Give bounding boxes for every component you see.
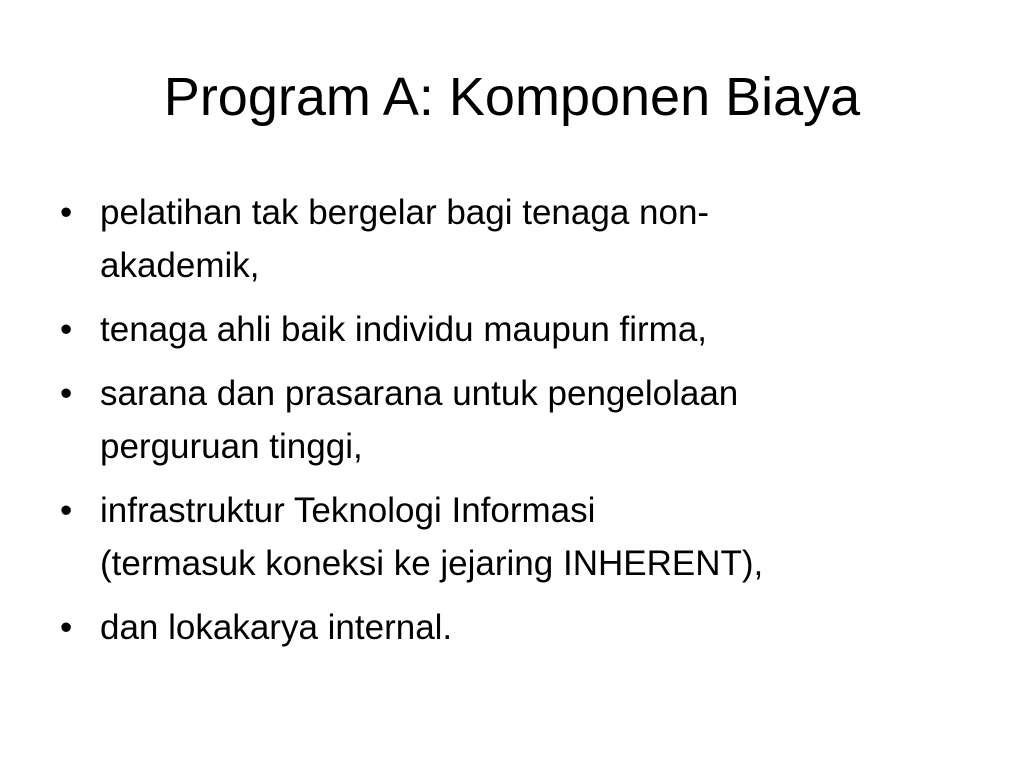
bullet-text: sarana dan prasarana untuk pengelolaan perguruan tinggi, xyxy=(100,374,739,466)
bullet-text: infrastruktur Teknologi Informasi (termasuk koneksi ke jejaring INHERENT), xyxy=(100,491,764,583)
bullet-text: pelatihan tak bergelar bagi tenaga non- akademik, xyxy=(100,193,710,285)
bullet-icon: • xyxy=(60,374,73,413)
slide-title: Program A: Komponen Biaya xyxy=(163,67,861,127)
bullet-item xyxy=(60,303,990,356)
bullet-icon: • xyxy=(60,608,73,647)
bullet-icon: • xyxy=(60,310,73,349)
bullet-text: dan lokakarya internal. xyxy=(100,608,453,647)
bullet-icon: • xyxy=(60,193,73,232)
bullet-item xyxy=(60,186,990,292)
bullet-icon: • xyxy=(60,491,73,530)
bullet-item xyxy=(60,601,990,654)
bullet-list xyxy=(60,186,990,665)
bullet-text: tenaga ahli baik individu maupun firma, xyxy=(100,310,708,349)
bullet-item xyxy=(60,367,990,473)
bullet-item xyxy=(60,484,990,590)
